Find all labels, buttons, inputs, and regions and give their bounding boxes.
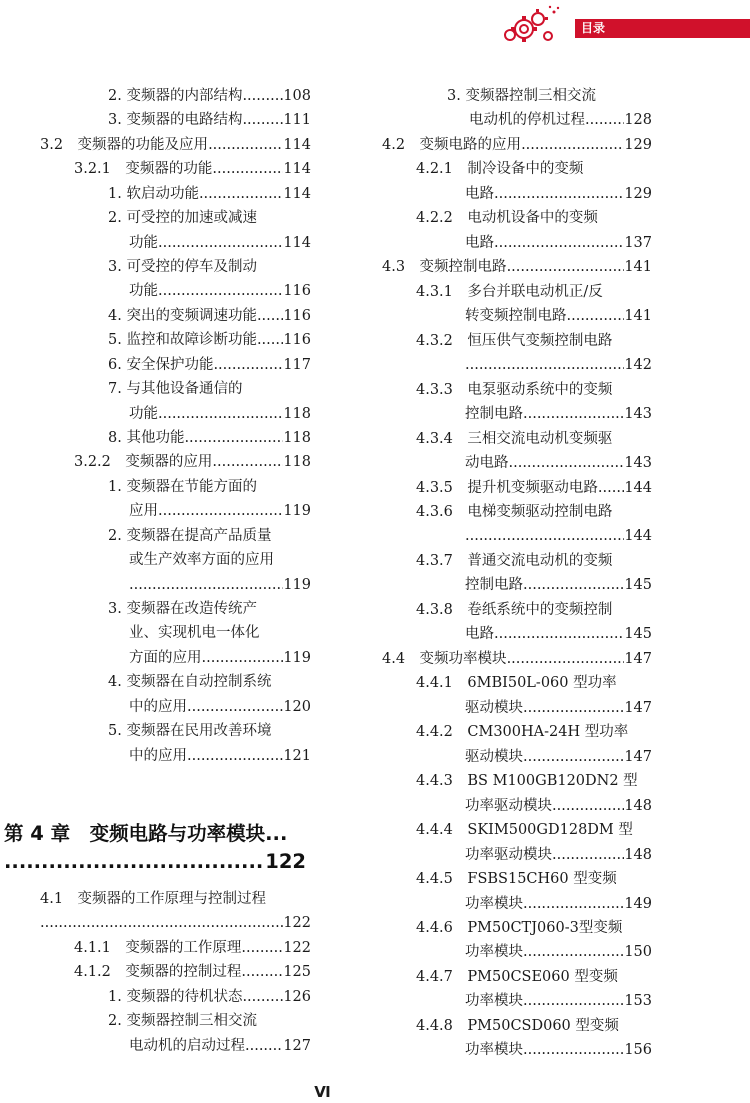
toc-entry-title: 4.3 变频控制电路 — [382, 259, 507, 276]
toc-entry — [469, 108, 652, 132]
toc-entry-page: 118 — [283, 430, 311, 447]
toc-entry-page: 122 — [283, 939, 311, 956]
toc-entry-title: 4.3.2 恒压供气变频控制电路 — [416, 332, 613, 349]
toc-entry — [129, 1034, 311, 1058]
toc-entry-page: 114 — [283, 161, 311, 178]
toc-entry-title: 控制电路 — [465, 406, 523, 423]
toc-leader-dots — [494, 622, 624, 646]
toc-entry-title: 4. 突出的变频调速功能 — [108, 307, 257, 324]
toc-entry — [108, 985, 311, 1009]
toc-entry — [416, 378, 612, 402]
toc-entry-title: 4.3.3 电泵驱动系统中的变频 — [416, 381, 613, 398]
toc-entry-title: 功率模块 — [465, 993, 523, 1010]
toc-entry — [108, 377, 242, 401]
toc-leader-dots — [585, 108, 624, 132]
toc-entry-title: 4.4.4 SKIM500GD128DM 型 — [416, 822, 633, 839]
toc-leader-dots — [523, 940, 624, 964]
toc-entry-page: 153 — [624, 993, 652, 1010]
toc-entry-title: 6. 安全保护功能 — [108, 356, 214, 373]
toc-entry — [108, 255, 257, 279]
toc-entry-title: 电路 — [465, 185, 494, 202]
toc-entry — [416, 769, 638, 793]
toc-entry-title: 4.4.7 PM50CSE060 型变频 — [416, 968, 618, 985]
toc-entry-page: 129 — [624, 136, 652, 153]
toc-entry-page: 118 — [283, 454, 311, 471]
toc-entry — [465, 231, 652, 255]
toc-entry — [129, 548, 274, 572]
toc-entry-title: 3. 变频器的电路结构 — [108, 112, 243, 129]
toc-entry-page: 120 — [283, 698, 311, 715]
toc-entry — [465, 696, 652, 720]
toc-entry-title: 7. 与其他设备通信的 — [108, 381, 243, 398]
toc-entry — [108, 524, 271, 548]
toc-entry-title: 4.4.5 FSBS15CH60 型变频 — [416, 871, 617, 888]
toc-entry-title: 功率模块 — [465, 944, 523, 961]
toc-entry-page: 121 — [283, 747, 311, 764]
toc-entry-title: 4.3.8 卷纸系统中的变频控制 — [416, 601, 613, 618]
toc-leader-dots — [40, 911, 283, 935]
toc-entry-title: 方面的应用 — [129, 649, 202, 666]
page-number: Ⅵ — [314, 1083, 330, 1101]
toc-entry-title: 4.4.2 CM300HA-24H 型功率 — [416, 724, 629, 741]
toc-entry — [382, 133, 652, 157]
toc-leader-dots — [552, 843, 624, 867]
toc-entry — [129, 573, 311, 597]
toc-entry — [129, 646, 311, 670]
toc-entry-title: 中的应用 — [129, 747, 187, 764]
toc-entry-title: 8. 其他功能 — [108, 430, 185, 447]
toc-entry — [416, 549, 612, 573]
toc-entry — [465, 573, 652, 597]
toc-entry — [465, 940, 652, 964]
toc-entry — [465, 622, 652, 646]
toc-entry-page: 122 — [283, 915, 311, 932]
toc-entry-title: 4.1.2 变频器的控制过程 — [74, 964, 242, 981]
chapter-leader — [4, 850, 306, 873]
toc-entry — [416, 500, 612, 524]
toc-entry-page: 148 — [624, 846, 652, 863]
toc-entry-title: 4.3.7 普通交流电动机的变频 — [416, 552, 613, 569]
toc-leader-dots — [494, 231, 624, 255]
toc-entry-title: 1. 软启动功能 — [108, 185, 199, 202]
toc-entry — [108, 108, 311, 132]
toc-leader-dots — [199, 182, 283, 206]
toc-entry — [465, 451, 652, 475]
toc-entry — [416, 598, 612, 622]
toc-entry — [129, 744, 311, 768]
toc-entry — [416, 157, 583, 181]
toc-entry — [108, 597, 257, 621]
toc-leader-dots — [257, 304, 283, 328]
toc-entry — [416, 427, 612, 451]
toc-entry-title: 功率驱动模块 — [465, 797, 552, 814]
toc-leader-dots — [208, 133, 283, 157]
toc-entry — [465, 794, 652, 818]
toc-entry-title: 4.3.5 提升机变频驱动电路 — [416, 479, 598, 496]
toc-entry-title: 2. 变频器在提高产品质量 — [108, 527, 272, 544]
toc-entry — [416, 1014, 619, 1038]
toc-entry — [74, 936, 311, 960]
toc-leader-dots — [598, 476, 624, 500]
toc-entry-title: 4.4.1 6MBI50L-060 型功率 — [416, 675, 617, 692]
toc-entry — [416, 280, 603, 304]
toc-entry-title: 4.4.6 PM50CTJ060-3型变频 — [416, 919, 623, 936]
chapter-title: 第 4 章 变频电路与功率模块... — [4, 822, 288, 845]
toc-leader-dots — [241, 936, 283, 960]
toc-leader-dots — [507, 255, 625, 279]
toc-entry — [416, 329, 612, 353]
toc-entry — [465, 353, 652, 377]
toc-entry-page: 143 — [624, 455, 652, 472]
toc-leader-dots — [158, 231, 283, 255]
toc-entry — [40, 887, 266, 911]
toc-entry-title: 4.3.4 三相交流电动机变频驱 — [416, 430, 613, 447]
toc-entry — [465, 402, 652, 426]
toc-entry — [382, 255, 652, 279]
toc-entry — [129, 499, 311, 523]
toc-entry — [465, 892, 652, 916]
toc-entry-page: 147 — [624, 699, 652, 716]
toc-entry-title: 4. 变频器在自动控制系统 — [108, 674, 272, 691]
toc-entry — [416, 206, 598, 230]
toc-leader-dots — [213, 353, 283, 377]
toc-entry-title: 4.1 变频器的工作原理与控制过程 — [40, 891, 267, 907]
toc-entry-page: 116 — [283, 332, 311, 349]
toc-entry — [40, 911, 311, 935]
toc-entry-title: 2. 变频器的内部结构 — [108, 88, 243, 104]
toc-leader-dots — [523, 892, 624, 916]
toc-entry — [416, 476, 652, 500]
toc-entry-title: 中的应用 — [129, 698, 187, 715]
toc-entry-title: 电路 — [465, 626, 494, 643]
toc-leader-dots — [523, 989, 624, 1013]
toc-leader-dots — [212, 450, 283, 474]
toc-leader-dots — [523, 573, 624, 597]
toc-leader-dots — [465, 353, 624, 377]
toc-entry — [108, 719, 271, 743]
toc-entry — [108, 1009, 257, 1033]
toc-entry-page: 137 — [624, 234, 652, 251]
toc-entry-title: 电动机的停机过程 — [469, 112, 585, 129]
toc-entry-title: 3. 变频器在改造传统产 — [108, 601, 257, 618]
toc-entry-title: 4.4.8 PM50CSD060 型变频 — [416, 1017, 619, 1034]
toc-entry-title: 功能 — [129, 405, 158, 422]
toc-leader-dots — [158, 499, 283, 523]
toc-entry-page: 145 — [624, 626, 652, 643]
toc-entry-page: 149 — [624, 895, 652, 912]
toc-entry-title: 转变频控制电路 — [465, 308, 567, 325]
toc-entry-title: 或生产效率方面的应用 — [129, 552, 274, 569]
toc-entry-page: 147 — [624, 650, 652, 667]
toc-leader-dots — [242, 985, 283, 1009]
toc-entry-page: 118 — [283, 405, 311, 422]
toc-entry-title: 功率模块 — [465, 895, 523, 912]
toc-entry-page: 129 — [624, 185, 652, 202]
toc-leader-dots — [187, 695, 283, 719]
toc-entry-page: 127 — [283, 1037, 311, 1054]
toc-entry — [416, 965, 618, 989]
toc-entry — [129, 402, 311, 426]
toc-entry-page: 141 — [624, 308, 652, 325]
toc-entry — [129, 231, 311, 255]
toc-entry-title: 业、实现机电一体化 — [129, 625, 260, 642]
toc-entry — [108, 426, 311, 450]
toc-entry-title: 2. 可受控的加速或减速 — [108, 210, 257, 227]
toc-leader-dots — [494, 182, 624, 206]
toc-entry-title: 驱动模块 — [465, 699, 523, 716]
toc-entry — [416, 916, 622, 940]
toc-leader-dots — [523, 402, 624, 426]
toc-entry — [465, 304, 652, 328]
header-title: 目录 — [581, 21, 606, 35]
toc-entry-title: 4.4.3 BS M100GB120DN2 型 — [416, 773, 638, 790]
toc-entry-page: 156 — [624, 1042, 652, 1059]
toc-leader-dots — [567, 304, 625, 328]
toc-leader-dots — [465, 524, 624, 548]
toc-leader-dots — [158, 279, 283, 303]
toc-entry-title: 3.2.1 变频器的功能 — [74, 161, 213, 178]
toc-leader-dots — [523, 745, 624, 769]
gear-decoration-icon — [496, 2, 576, 46]
chapter-page: 122 — [265, 850, 306, 873]
toc-entry-title: 3. 可受控的停车及制动 — [108, 259, 257, 275]
toc-entry-title: 驱动模块 — [465, 748, 523, 765]
toc-entry-page: 114 — [283, 136, 311, 153]
toc-leader-dots — [552, 794, 624, 818]
toc-leader-dots — [129, 573, 283, 597]
toc-entry — [416, 671, 617, 695]
toc-entry-page: 147 — [624, 748, 652, 765]
toc-entry-page: 148 — [624, 797, 652, 814]
toc-entry-page: 128 — [624, 112, 652, 129]
toc-entry-title: 电路 — [465, 234, 494, 251]
toc-entry — [74, 157, 311, 181]
toc-entry — [382, 647, 652, 671]
toc-leader-dots — [521, 133, 624, 157]
toc-entry — [108, 84, 311, 108]
toc-entry-title: 功能 — [129, 234, 158, 251]
toc-entry-page: 119 — [283, 649, 311, 666]
toc-entry-page: 116 — [283, 283, 311, 300]
toc-entry — [416, 867, 617, 891]
toc-entry — [447, 84, 596, 108]
toc-entry-page: 150 — [624, 944, 652, 961]
toc-entry-page: 119 — [283, 503, 311, 520]
toc-entry-title: 4.2.2 电动机设备中的变频 — [416, 210, 598, 227]
toc-entry-title: 功率驱动模块 — [465, 846, 552, 863]
toc-leader-dots — [158, 402, 283, 426]
toc-entry-page: 141 — [624, 259, 652, 276]
toc-entry-title: 3.2 变频器的功能及应用 — [40, 136, 209, 153]
toc-leader-dots — [245, 1034, 283, 1058]
toc-entry — [129, 695, 311, 719]
toc-entry-page: 116 — [283, 307, 311, 324]
toc-entry-title: 3. 变频器控制三相交流 — [447, 88, 596, 104]
toc-leader-dots — [242, 108, 283, 132]
toc-entry-title: 3.2.2 变频器的应用 — [74, 454, 213, 471]
toc-leader-dots — [187, 744, 283, 768]
toc-entry-title: 4.2 变频电路的应用 — [382, 136, 522, 153]
toc-entry-title: 控制电路 — [465, 577, 523, 594]
toc-entry-page: 111 — [283, 112, 311, 129]
toc-entry-title: 5. 监控和故障诊断功能 — [108, 332, 257, 349]
toc-entry — [465, 524, 652, 548]
toc-entry — [108, 304, 311, 328]
toc-entry — [108, 182, 311, 206]
toc-leader-dots — [202, 646, 284, 670]
toc-leader-dots — [257, 328, 283, 352]
toc-entry-page: 144 — [624, 479, 652, 496]
toc-entry-title: 4.1.1 变频器的工作原理 — [74, 939, 242, 956]
toc-entry — [465, 843, 652, 867]
toc-entry-title: 4.4 变频功率模块 — [382, 650, 507, 667]
toc-entry-title: 2. 变频器控制三相交流 — [108, 1013, 257, 1030]
toc-entry-title: 动电路 — [465, 455, 509, 472]
toc-entry — [108, 353, 311, 377]
toc-entry-title: 电动机的启动过程 — [129, 1037, 245, 1054]
toc-leader-dots — [241, 960, 283, 984]
toc-entry-page: 144 — [624, 528, 652, 545]
toc-entry — [108, 670, 271, 694]
toc-entry — [108, 328, 311, 352]
toc-entry — [465, 989, 652, 1013]
toc-entry — [465, 745, 652, 769]
toc-leader-dots — [184, 426, 283, 450]
toc-entry — [40, 133, 311, 157]
toc-leader-dots — [507, 647, 625, 671]
toc-leader-dots — [509, 451, 625, 475]
toc-entry-title: 1. 变频器的待机状态 — [108, 988, 243, 1005]
toc-entry-page: 126 — [283, 988, 311, 1005]
toc-entry — [74, 450, 311, 474]
toc-entry-title: 1. 变频器在节能方面的 — [108, 478, 257, 495]
toc-entry — [74, 960, 311, 984]
toc-entry-page: 114 — [283, 185, 311, 202]
toc-entry-page: 125 — [283, 964, 311, 981]
toc-entry-page: 117 — [283, 356, 311, 373]
toc-leader-dots — [523, 1038, 624, 1062]
toc-entry — [108, 206, 257, 230]
toc-entry-title: 5. 变频器在民用改善环境 — [108, 723, 272, 740]
toc-entry-page: 114 — [283, 234, 311, 251]
toc-entry — [108, 475, 257, 499]
toc-entry-page: 142 — [624, 357, 652, 374]
toc-entry-title: 4.2.1 制冷设备中的变频 — [416, 161, 584, 178]
toc-entry-page: 143 — [624, 406, 652, 423]
toc-entry-page: 119 — [283, 576, 311, 593]
toc-entry — [416, 818, 633, 842]
toc-entry-page: 108 — [283, 88, 311, 104]
toc-entry-title: 功能 — [129, 283, 158, 300]
toc-entry-title: 功率模块 — [465, 1042, 523, 1059]
toc-leader-dots — [212, 157, 283, 181]
toc-entry-page: 145 — [624, 577, 652, 594]
toc-entry-title: 4.3.6 电梯变频驱动控制电路 — [416, 503, 613, 520]
toc-entry-title: 应用 — [129, 503, 158, 520]
toc-entry — [129, 279, 311, 303]
toc-entry-title: 4.3.1 多台并联电动机正/反 — [416, 283, 603, 300]
toc-leader-dots — [523, 696, 624, 720]
toc-leader-dots — [242, 84, 283, 108]
toc-entry — [129, 621, 260, 645]
toc-entry — [465, 182, 652, 206]
toc-entry — [416, 720, 628, 744]
toc-entry — [465, 1038, 652, 1062]
